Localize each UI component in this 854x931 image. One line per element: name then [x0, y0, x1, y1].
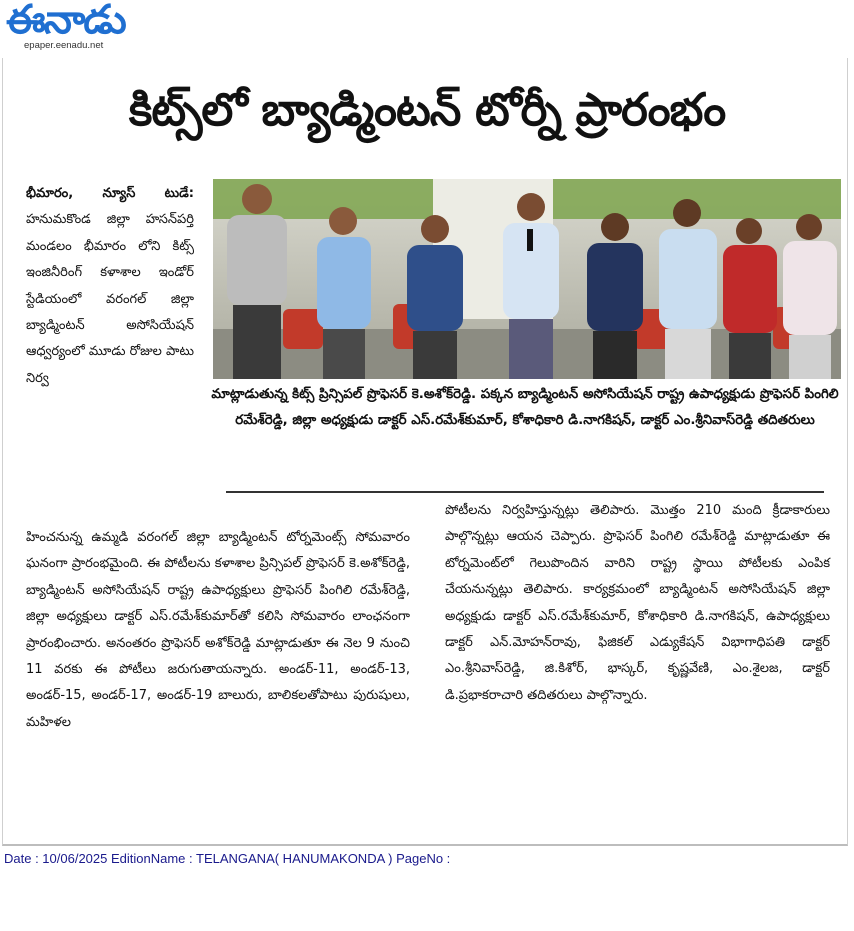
- article-body-left-column: హించనున్న ఉమ్మడి వరంగల్ జిల్లా బ్యాడ్మింటన్ టోర్నమెంట్స్ సోమవారం ఘనంగా ప్రారంభమైంది. ఈ పోటీలను కళాశాల ప్రిన్సిపల్ ప్రొఫెసర్ కె.అశోక్‌రెడ్డి, బ్యాడ్మింటన్ అసోసియేషన్ రాష్ట్ర ఉపాధ్యక్షులు ప్రొఫెసర్ పింగిలి రమేశ్‌రెడ్డి, జిల్లా అధ్యక్షులు డాక్టర్ ఎస్.రమేశ్‌కుమార్‌తో కలిసి సోమవారం లాంఛనంగా ప్రారంభించారు. అనంతరం ప్రొఫెసర్ అశోక్‌రెడ్డి మాట్లాడుతూ ఈ నెల 9 నుంచి 11 వరకు ఈ పోటీలు జరుగుతాయన్నారు. అండర్-11, అండర్-13, అండర్-15, అండర్-17, అండర్-19 బాలురు, బాలికలతోపాటు పురుషులు, మహిళల: [26, 530, 410, 730]
- article-photo: [213, 179, 841, 379]
- article-body-right-column: పోటీలను నిర్వహిస్తున్నట్లు తెలిపారు. మొత్తం 210 మంది క్రీడాకారులు పాల్గొన్నట్లు ఆయన చెప్పారు. ప్రొఫెసర్ పింగిలి రమేశ్‌రెడ్డి మాట్లాడుతూ ఈ టోర్నమెంట్‌లో గెలుపొందిన వారిని రాష్ట్ర స్థాయి పోటీలకు ఎంపిక చేయనున్నట్లు తెలిపారు. కార్యక్రమంలో బ్యాడ్మింటన్ అసోసియేషన్ జిల్లా అధ్యక్షుడు డాక్టర్ ఎస్.రమేశ్‌కుమార్, కోశాధికారి డి.నాగకిషన్, ఉపాధ్యక్షులు డాక్టర్ ఎన్.మోహన్‌రావు, ఫిజికల్ ఎడ్యుకేషన్ విభాగాధిపతి డాక్టర్ ఎం.శ్రీనివాస్‌రెడ్డి, జి.కిశోర్, భాస్కర్, కృష్ణవేణి, ఎం.శైలజ, డాక్టర్ డి.ప్రభాకరాచారి తదితరులు పాల్గొన్నారు.: [445, 503, 830, 703]
- group-photo-illustration: [213, 179, 841, 379]
- lead-text: హనుమకొండ జిల్లా హసన్‌పర్తి మండలం భీమారం లోని కిట్స్ ఇంజినీరింగ్ కళాశాల ఇండోర్ స్టేడియంలో వరంగల్ జిల్లా బ్యాడ్మింటన్ అసోసియేషన్ ఆధ్వర్యంలో మూడు రోజుల పాటు నిర్వ: [26, 212, 194, 386]
- logo-wordmark: ఈనాడు: [6, 0, 125, 43]
- dateline: భీమారం, న్యూస్ టుడే:: [26, 186, 194, 201]
- article-lead-paragraph: [26, 181, 194, 392]
- photo-caption: మాట్లాడుతున్న కిట్స్ ప్రిన్సిపల్ ప్రొఫెసర్ కె.అశోక్‌రెడ్డి. పక్కన బ్యాడ్మింటన్ అసోసియేషన్ రాష్ట్ర ఉపాధ్యక్షుడు ప్రొఫెసర్ పింగిలి రమేశ్‌రెడ్డి, జిల్లా అధ్యక్షుడు డాక్టర్ ఎస్.రమేశ్‌కుమార్, కోశాధికారి డి.నాగకిషన్, డాక్టర్ ఎం.శ్రీనివాస్‌రెడ్డి తదితరులు: [211, 387, 839, 428]
- eenadu-logo[interactable]: [6, 2, 146, 54]
- article-headline: కిట్స్‌లో బ్యాడ్మింటన్ టోర్నీ ప్రారంభం: [128, 83, 726, 136]
- edition-metadata: Date : 10/06/2025 EditionName : TELANGANA( HANUMAKONDA ) PageNo :: [4, 851, 451, 866]
- site-url[interactable]: epaper.eenadu.net: [24, 40, 104, 51]
- caption-divider: [226, 491, 824, 493]
